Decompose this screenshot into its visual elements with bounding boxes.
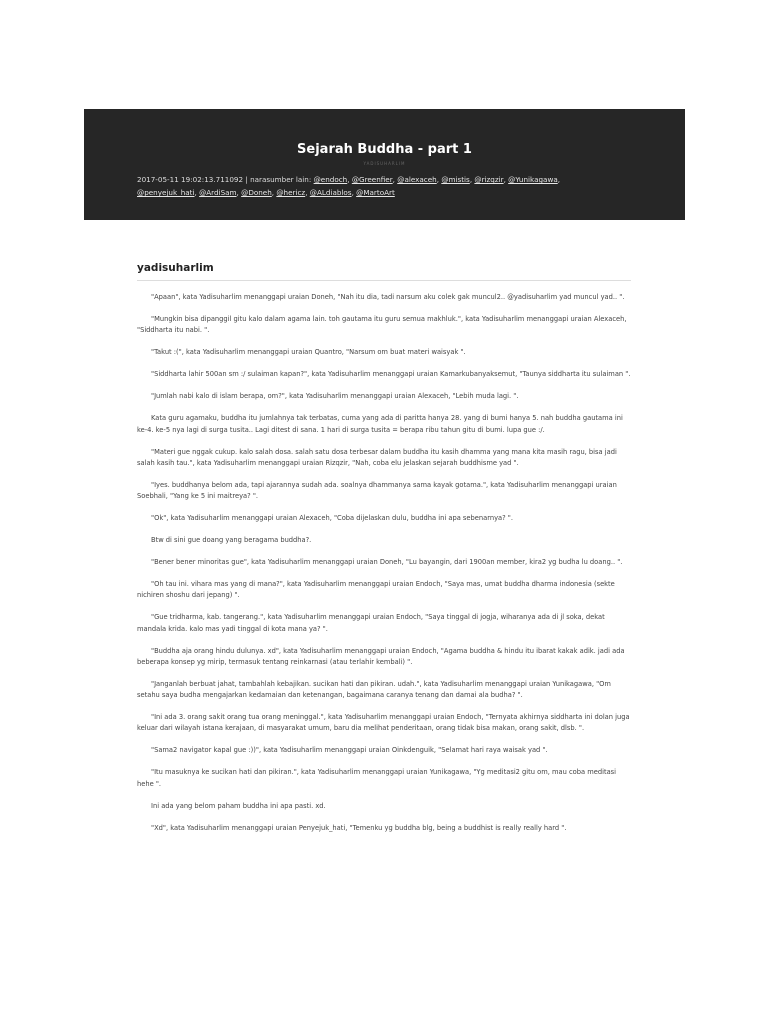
source-link[interactable]: @alexaceh xyxy=(397,175,437,184)
sources-list: @endoch, @Greenfier, @alexaceh, @mistis, @rizqzir, @Yunikagawa, @penyejuk_hati, @ArdiSam, @Doneh, @hericz, @ALdiablos, @MartoArt xyxy=(137,175,561,197)
source-link[interactable]: @Yunikagawa xyxy=(508,175,558,184)
source-link[interactable]: @penyejuk_hati xyxy=(137,188,195,197)
paragraph: "Xd", kata Yadisuharlim menanggapi uraian Penyejuk_hati, "Temenku yg buddha blg, being a buddhist is really really hard ". xyxy=(151,823,567,832)
paragraph: "Takut :(", kata Yadisuharlim menanggapi uraian Quantro, "Narsum om buat materi waisyak ". xyxy=(151,348,466,357)
page-subtitle: YADISUHARLIM xyxy=(363,161,406,166)
paragraph: "Oh tau ini. vihara mas yang di mana?", kata Yadisuharlim menanggapi uraian Endoch, "Saya mas, umat buddha dharma indonesia (sekte nichiren shoshu dari jepang) ". xyxy=(137,580,615,600)
paragraph: "Janganlah berbuat jahat, tambahlah kebajikan. sucikan hati dan pikiran. udah.", kata Yadisuharlim menanggapi uraian Yunikagawa, "Om setahu saya budha mengajarkan kedamaian dan ketenangan, bagaimana caranya tenang dan damai ala budha? ". xyxy=(137,679,611,700)
source-link[interactable]: @ALdiablos xyxy=(309,188,352,197)
sources-label: | narasumber lain: xyxy=(245,175,312,184)
paragraph: "Iyes. buddhanya belom ada, tapi ajarannya sudah ada. soalnya dhammanya sama kayak gotama.", kata Yadisuharlim menanggapi uraian Soebhali, "Yang ke 5 ini maitreya? ". xyxy=(137,480,617,501)
article-meta xyxy=(137,173,607,199)
paragraph: "Sama2 navigator kapal gue :))", kata Yadisuharlim menanggapi uraian Oinkdenguik, "Selamat hari raya waisak yad ". xyxy=(151,746,548,755)
source-link[interactable]: @Doneh xyxy=(241,188,272,197)
timestamp: 2017-05-11 19:02:13.711092 xyxy=(137,175,244,184)
paragraph: "Siddharta lahir 500an sm :/ sulaiman kapan?", kata Yadisuharlim menanggapi uraian Kamarkubanyaksemut, "Taunya siddharta itu sulaiman ". xyxy=(151,370,631,379)
paragraph: "Gue tridharma, kab. tangerang.", kata Yadisuharlim menanggapi uraian Endoch, "Saya tinggal di jogja, wiharanya ada di jl soka, dekat mandala krida. kalo mas yadi tinggal di kota mana ya? ". xyxy=(137,613,605,633)
paragraph: Btw di sini gue doang yang beragama buddha?. xyxy=(151,536,312,545)
source-link[interactable]: @ArdiSam xyxy=(199,188,237,197)
paragraph: "Jumlah nabi kalo di islam berapa, om?", kata Yadisuharlim menanggapi uraian Alexaceh, "Lebih muda lagi. ". xyxy=(151,392,519,401)
author-heading: yadisuharlim xyxy=(137,262,631,281)
source-link[interactable]: @MartoArt xyxy=(356,188,395,197)
paragraph: "Mungkin bisa dipanggil gitu kalo dalam agama lain. toh gautama itu guru semua makhluk.", kata Yadisuharlim menanggapi uraian Alexaceh, "Siddharta itu nabi. ". xyxy=(137,314,627,335)
paragraph: "Materi gue nggak cukup. kalo salah dosa. salah satu dosa terbesar dalam buddha itu kasih dhamma yang mana kita masih ragu, bisa jadi salah kasih tau.", kata Yadisuharlim menanggapi uraian Rizqzir, "Nah, coba elu jelaskan sejarah buddhisme yad ". xyxy=(137,447,617,467)
paragraph: "Ini ada 3. orang sakit orang tua orang meninggal.", kata Yadisuharlim menanggapi uraian Endoch, "Ternyata akhirnya siddharta ini dolan juga keluar dari wilayah istana kerajaan, di masyarakat umum, baru dia melihat penderitaan, orang tidak bisa makan, orang sakit, dlsb. ". xyxy=(137,713,630,733)
paragraph: Kata guru agamaku, buddha itu jumlahnya tak terbatas, cuma yang ada di paritta hanya 28. yang di bumi hanya 5. nah buddha gautama ini ke-4. ke-5 nya lagi di surga tusita.. Lagi ditest di sana. 1 hari di surga tusita = berapa ribu tahun gitu di bumi. lupa gue :/. xyxy=(137,414,623,434)
paragraph: "Buddha aja orang hindu dulunya. xd", kata Yadisuharlim menanggapi uraian Endoch, "Agama buddha & hindu itu ibarat kakak adik. jadi ada beberapa konsep yg mirip, termasuk tentang reinkarnasi (atau terlahir kembali) ". xyxy=(137,646,625,666)
source-link[interactable]: @rizqzir xyxy=(474,175,504,184)
page-title: Sejarah Buddha - part 1 xyxy=(297,142,472,157)
paragraph: "Apaan", kata Yadisuharlim menanggapi uraian Doneh, "Nah itu dia, tadi narsum aku colek gak muncul2.. @yadisuharlim yad muncul yad.. ". xyxy=(151,293,625,301)
paragraph: "Bener bener minoritas gue", kata Yadisuharlim menanggapi uraian Doneh, "Lu bayangin, dari 1900an member, kira2 yg budha lu doang.. ". xyxy=(151,558,623,567)
paragraph: "Itu masuknya ke sucikan hati dan pikiran.", kata Yadisuharlim menanggapi uraian Yunikagawa, "Yg meditasi2 gitu om, mau coba meditasi hehe ". xyxy=(137,768,617,788)
article-body xyxy=(137,292,631,845)
source-link[interactable]: @Greenfier xyxy=(351,175,393,184)
paragraph: "Ok", kata Yadisuharlim menanggapi uraian Alexaceh, "Coba dijelaskan dulu, buddha ini apa sebenarnya? ". xyxy=(151,514,514,523)
source-link[interactable]: @endoch xyxy=(313,175,348,184)
source-link[interactable]: @hericz xyxy=(276,188,306,197)
source-link[interactable]: @mistis xyxy=(441,175,470,184)
article-header xyxy=(84,109,685,220)
paragraph: Ini ada yang belom paham buddha ini apa pasti. xd. xyxy=(151,801,326,810)
